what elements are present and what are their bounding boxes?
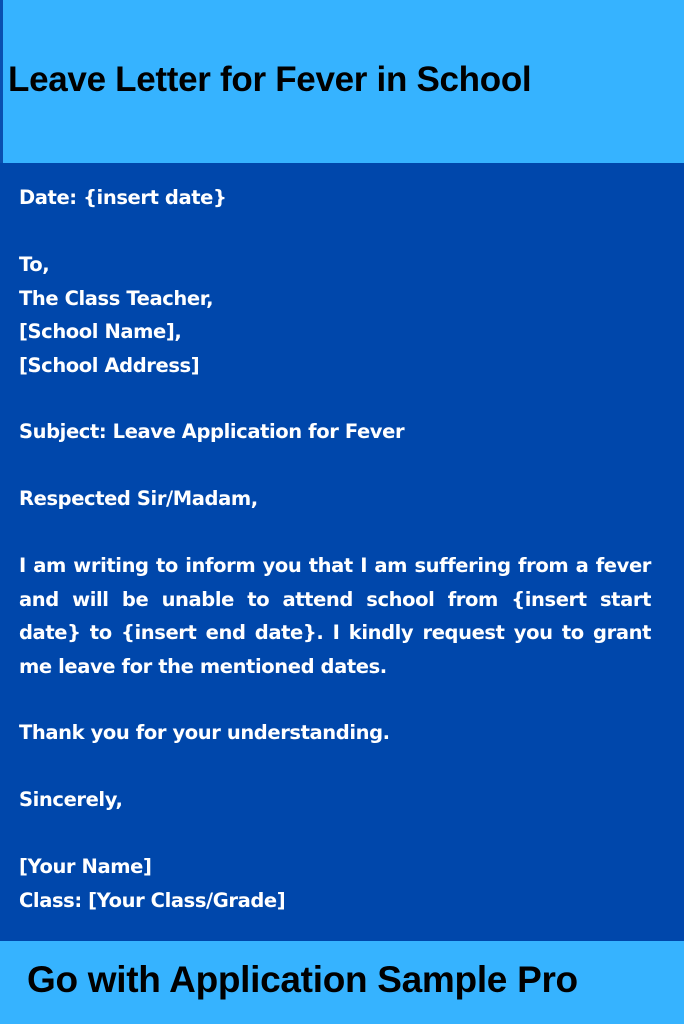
letter-body-paragraph: I am writing to inform you that I am suffering from a fever and will be unable to attend school from {insert start date} to {insert end date}. I kindly request you to grant me leave for the mentioned dates. [19,554,651,678]
letter-recipient: The Class Teacher, [19,287,214,310]
letter-subject: Subject: Leave Application for Fever [19,420,405,443]
letter-school-name: [School Name], [19,320,182,343]
letter-thanks: Thank you for your understanding. [19,721,390,744]
letter-signature-name: [Your Name] [19,855,152,878]
footer-tagline: Go with Application Sample Pro [27,959,578,1000]
letter-date: Date: {insert date} [19,186,227,209]
letter-body [19,163,651,941]
page-title: Leave Letter for Fever in School [8,60,532,99]
letter-closing: Sincerely, [19,788,123,811]
footer-banner [0,941,684,1024]
letter-school-address: [School Address] [19,354,200,377]
letter-salutation: Respected Sir/Madam, [19,487,258,510]
letter-signature-class: Class: [Your Class/Grade] [19,889,286,912]
header-banner [0,0,684,163]
letter-to: To, [19,253,50,276]
